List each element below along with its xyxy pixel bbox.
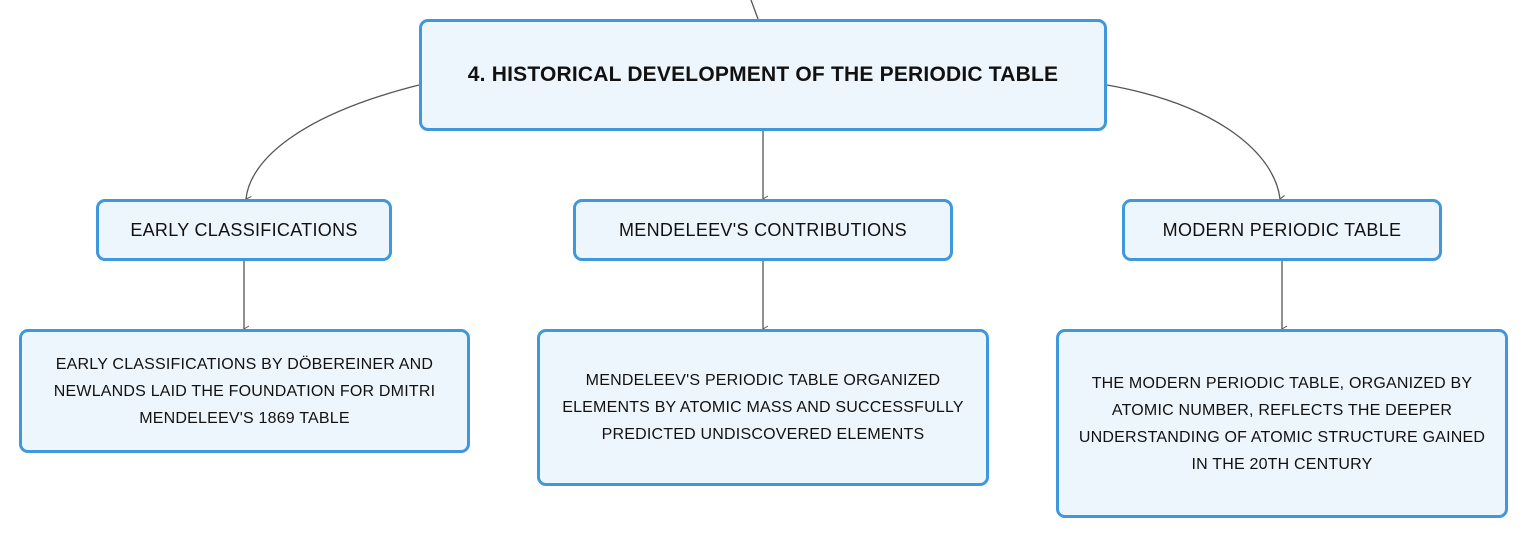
connector-root-to-modern-periodic-table <box>1107 85 1280 199</box>
root-topic-title: 4. HISTORICAL DEVELOPMENT OF THE PERIODIC TABLE <box>467 63 1059 86</box>
detail-modern-periodic-table[interactable] <box>1056 329 1508 518</box>
detail-text: MENDELEEV'S PERIODIC TABLE ORGANIZED ELEMENTS BY ATOMIC MASS AND SUCCESSFULLY PREDICTED UNDISCOVERED ELEMENTS <box>562 372 964 443</box>
branch-label: EARLY CLASSIFICATIONS <box>130 219 358 240</box>
branch-label: MENDELEEV'S CONTRIBUTIONS <box>619 219 907 240</box>
detail-text: EARLY CLASSIFICATIONS BY DÖBEREINER AND NEWLANDS LAID THE FOUNDATION FOR DMITRI MENDELEEV'S 1869 TABLE <box>53 355 436 427</box>
branch-modern-periodic-table[interactable] <box>1122 199 1442 261</box>
detail-text: THE MODERN PERIODIC TABLE, ORGANIZED BY ATOMIC NUMBER, REFLECTS THE DEEPER UNDERSTANDING OF ATOMIC STRUCTURE GAINED IN THE 20TH CENTURY <box>1078 374 1486 473</box>
branch-early-classifications[interactable] <box>96 199 392 261</box>
root-topic-node[interactable] <box>419 19 1107 131</box>
detail-early-classifications[interactable] <box>19 329 470 453</box>
branch-mendeleev-contributions[interactable] <box>573 199 953 261</box>
detail-mendeleev-contributions[interactable] <box>537 329 989 486</box>
connector-root-to-early-classifications <box>246 85 419 199</box>
connector-parent-to-root <box>751 0 758 19</box>
branch-label: MODERN PERIODIC TABLE <box>1162 219 1402 240</box>
